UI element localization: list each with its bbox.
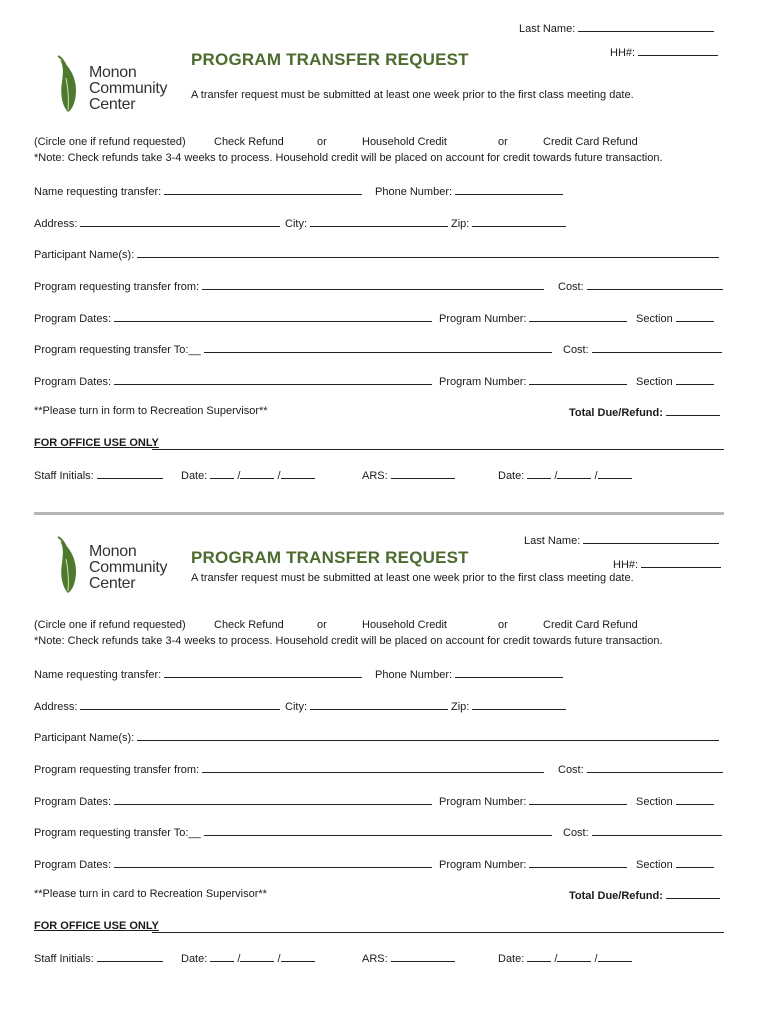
office-date-label: Date: (181, 470, 208, 482)
date-slash: / (594, 470, 598, 482)
logo-line-2: Community (89, 80, 168, 97)
participant-field[interactable] (34, 730, 719, 744)
section-label: Section (636, 313, 673, 325)
name-field[interactable] (34, 184, 362, 198)
ars-date-month-line[interactable] (527, 468, 551, 479)
name-line[interactable] (164, 667, 362, 678)
transfer-form-2 (0, 483, 770, 983)
total-label: Total Due/Refund: (569, 407, 663, 419)
address-field[interactable] (34, 699, 280, 713)
from-line[interactable] (202, 279, 544, 290)
page-title: PROGRAM TRANSFER REQUEST (191, 50, 469, 69)
participant-line[interactable] (137, 247, 719, 258)
last-name-label: Last Name: (519, 23, 576, 35)
date-month-line[interactable] (210, 468, 234, 479)
name-label: Name requesting transfer: (34, 186, 162, 198)
participant-field[interactable] (34, 247, 719, 261)
date-month-line[interactable] (210, 951, 234, 962)
cost-to-field[interactable] (563, 342, 722, 356)
from-label: Program requesting transfer from: (34, 764, 200, 776)
leaf-icon (54, 535, 88, 597)
date-day-line[interactable] (240, 468, 274, 479)
zip-label: Zip: (451, 218, 470, 230)
refund-or-2: or (498, 136, 508, 148)
zip-field[interactable] (451, 699, 566, 713)
logo-line-1: Monon (89, 64, 137, 81)
ars-line[interactable] (391, 468, 455, 479)
refund-circle-label: (Circle one if refund requested) (34, 619, 186, 631)
program-number-line[interactable] (529, 311, 627, 322)
refund-option-household[interactable]: Household Credit (362, 136, 447, 148)
dates-to-field[interactable] (34, 857, 432, 871)
refund-circle-label: (Circle one if refund requested) (34, 136, 186, 148)
date-year-line[interactable] (281, 951, 315, 962)
participant-label: Participant Name(s): (34, 249, 135, 261)
transfer-form-1 (0, 0, 770, 500)
subtitle: A transfer request must be submitted at least one week prior to the first class meeting date. (191, 572, 634, 584)
dates-field[interactable] (34, 794, 432, 808)
leaf-icon (54, 54, 88, 116)
date-slash: / (594, 953, 598, 965)
staff-initials-label: Staff Initials: (34, 953, 94, 965)
date-slash: / (277, 953, 281, 965)
date-slash: / (554, 470, 558, 482)
staff-initials-field[interactable] (34, 951, 163, 965)
refund-option-check[interactable]: Check Refund (214, 136, 284, 148)
from-line[interactable] (202, 762, 544, 773)
section-field[interactable] (636, 794, 714, 808)
phone-line[interactable] (455, 667, 563, 678)
cost-to-label: Cost: (563, 344, 589, 356)
to-label: Program requesting transfer To:__ (34, 344, 201, 356)
participant-line[interactable] (137, 730, 719, 741)
staff-initials-line[interactable] (97, 951, 163, 962)
section-to-line[interactable] (676, 857, 714, 868)
hh-field[interactable] (613, 557, 721, 571)
ars-date-month-line[interactable] (527, 951, 551, 962)
program-number-to-label: Program Number: (439, 859, 527, 871)
participant-label: Participant Name(s): (34, 732, 135, 744)
address-field[interactable] (34, 216, 280, 230)
address-label: Address: (34, 701, 78, 713)
dates-line[interactable] (114, 794, 432, 805)
from-field[interactable] (34, 279, 544, 293)
dates-label: Program Dates: (34, 313, 112, 325)
date-slash: / (277, 470, 281, 482)
cost-field[interactable] (558, 762, 723, 776)
last-name-line[interactable] (583, 533, 719, 544)
dates-to-field[interactable] (34, 374, 432, 388)
program-number-label: Program Number: (439, 313, 527, 325)
dates-label: Program Dates: (34, 796, 112, 808)
section-line[interactable] (676, 311, 714, 322)
hh-label: HH#: (613, 559, 639, 571)
section-to-label: Section (636, 859, 673, 871)
logo-line-3: Center (89, 575, 136, 592)
phone-field[interactable] (375, 667, 563, 681)
ars-date-year-line[interactable] (598, 951, 632, 962)
page-title: PROGRAM TRANSFER REQUEST (191, 548, 469, 567)
date-year-line[interactable] (281, 468, 315, 479)
program-number-to-label: Program Number: (439, 376, 527, 388)
staff-initials-label: Staff Initials: (34, 470, 94, 482)
section-to-field[interactable] (636, 374, 714, 388)
monon-logo (54, 54, 184, 116)
ars-date-day-line[interactable] (557, 468, 591, 479)
dates-to-label: Program Dates: (34, 859, 112, 871)
program-number-to-line[interactable] (529, 857, 627, 868)
program-number-to-field[interactable] (439, 374, 627, 388)
dates-to-line[interactable] (114, 857, 432, 868)
office-date-label: Date: (181, 953, 208, 965)
phone-label: Phone Number: (375, 669, 453, 681)
refund-option-household[interactable]: Household Credit (362, 619, 447, 631)
to-field[interactable] (34, 825, 552, 839)
section-to-field[interactable] (636, 857, 714, 871)
refund-option-credit-card[interactable]: Credit Card Refund (543, 136, 638, 148)
cost-label: Cost: (558, 281, 584, 293)
last-name-label: Last Name: (524, 535, 581, 547)
dates-line[interactable] (114, 311, 432, 322)
office-use-rule (152, 932, 724, 933)
zip-line[interactable] (472, 216, 566, 227)
office-use-heading (34, 437, 159, 449)
refund-option-check[interactable]: Check Refund (214, 619, 284, 631)
cost-line[interactable] (587, 762, 723, 773)
dates-field[interactable] (34, 311, 432, 325)
office-use-heading (34, 920, 159, 932)
from-field[interactable] (34, 762, 544, 776)
program-number-label: Program Number: (439, 796, 527, 808)
section-to-label: Section (636, 376, 673, 388)
cost-to-line[interactable] (592, 825, 722, 836)
last-name-line[interactable] (578, 21, 714, 32)
date-slash: / (237, 953, 241, 965)
ars-date-label: Date: (498, 470, 525, 482)
ars-date-year-line[interactable] (598, 468, 632, 479)
cost-field[interactable] (558, 279, 723, 293)
date-day-line[interactable] (240, 951, 274, 962)
ars-date-field[interactable] (498, 951, 632, 965)
hh-label: HH#: (610, 47, 636, 59)
address-label: Address: (34, 218, 78, 230)
turn-in-note: **Please turn in form to Recreation Supervisor** (34, 405, 268, 417)
dates-to-label: Program Dates: (34, 376, 112, 388)
ars-date-field[interactable] (498, 468, 632, 482)
hh-line[interactable] (641, 557, 721, 568)
last-name-field[interactable] (524, 533, 719, 547)
section-field[interactable] (636, 311, 714, 325)
subtitle: A transfer request must be submitted at least one week prior to the first class meeting date. (191, 89, 634, 101)
refund-or-1: or (317, 136, 327, 148)
section-label: Section (636, 796, 673, 808)
ars-label: ARS: (362, 470, 388, 482)
phone-label: Phone Number: (375, 186, 453, 198)
ars-field[interactable] (362, 951, 455, 965)
total-label: Total Due/Refund: (569, 890, 663, 902)
dates-to-line[interactable] (114, 374, 432, 385)
date-slash: / (554, 953, 558, 965)
refund-or-1: or (317, 619, 327, 631)
section-to-line[interactable] (676, 374, 714, 385)
program-number-to-line[interactable] (529, 374, 627, 385)
logo-line-1: Monon (89, 543, 137, 560)
program-number-to-field[interactable] (439, 857, 627, 871)
staff-initials-line[interactable] (97, 468, 163, 479)
program-number-field[interactable] (439, 311, 627, 325)
program-number-line[interactable] (529, 794, 627, 805)
city-line[interactable] (310, 216, 448, 227)
city-field[interactable] (285, 699, 448, 713)
refund-note: *Note: Check refunds take 3-4 weeks to process. Household credit will be placed on account for credit towards future transaction. (34, 152, 663, 164)
cost-to-label: Cost: (563, 827, 589, 839)
hh-field[interactable] (610, 45, 718, 59)
phone-field[interactable] (375, 184, 563, 198)
office-date-field[interactable] (181, 468, 315, 482)
zip-label: Zip: (451, 701, 470, 713)
ars-field[interactable] (362, 468, 455, 482)
date-slash: / (237, 470, 241, 482)
name-label: Name requesting transfer: (34, 669, 162, 681)
address-line[interactable] (80, 699, 280, 710)
cost-to-line[interactable] (592, 342, 722, 353)
refund-or-2: or (498, 619, 508, 631)
name-line[interactable] (164, 184, 362, 195)
cost-label: Cost: (558, 764, 584, 776)
office-date-field[interactable] (181, 951, 315, 965)
total-line[interactable] (666, 888, 720, 899)
total-field[interactable] (569, 405, 720, 419)
name-field[interactable] (34, 667, 362, 681)
to-label: Program requesting transfer To:__ (34, 827, 201, 839)
zip-field[interactable] (451, 216, 566, 230)
office-use-label: FOR OFFICE USE ONLY (34, 920, 159, 932)
phone-line[interactable] (455, 184, 563, 195)
logo-line-3: Center (89, 96, 136, 113)
ars-line[interactable] (391, 951, 455, 962)
monon-logo (54, 535, 184, 597)
staff-initials-field[interactable] (34, 468, 163, 482)
ars-label: ARS: (362, 953, 388, 965)
to-line[interactable] (204, 825, 552, 836)
cost-to-field[interactable] (563, 825, 722, 839)
refund-option-credit-card[interactable]: Credit Card Refund (543, 619, 638, 631)
refund-note: *Note: Check refunds take 3-4 weeks to process. Household credit will be placed on account for credit towards future transaction. (34, 635, 663, 647)
logo-line-2: Community (89, 559, 168, 576)
address-line[interactable] (80, 216, 280, 227)
from-label: Program requesting transfer from: (34, 281, 200, 293)
to-field[interactable] (34, 342, 552, 356)
city-label: City: (285, 701, 307, 713)
ars-date-day-line[interactable] (557, 951, 591, 962)
city-label: City: (285, 218, 307, 230)
program-number-field[interactable] (439, 794, 627, 808)
city-field[interactable] (285, 216, 448, 230)
ars-date-label: Date: (498, 953, 525, 965)
cost-line[interactable] (587, 279, 723, 290)
section-line[interactable] (676, 794, 714, 805)
turn-in-note: **Please turn in card to Recreation Supervisor** (34, 888, 267, 900)
office-use-rule (152, 449, 724, 450)
total-line[interactable] (666, 405, 720, 416)
office-use-label: FOR OFFICE USE ONLY (34, 437, 159, 449)
hh-line[interactable] (638, 45, 718, 56)
to-line[interactable] (204, 342, 552, 353)
zip-line[interactable] (472, 699, 566, 710)
city-line[interactable] (310, 699, 448, 710)
total-field[interactable] (569, 888, 720, 902)
last-name-field[interactable] (519, 21, 714, 35)
